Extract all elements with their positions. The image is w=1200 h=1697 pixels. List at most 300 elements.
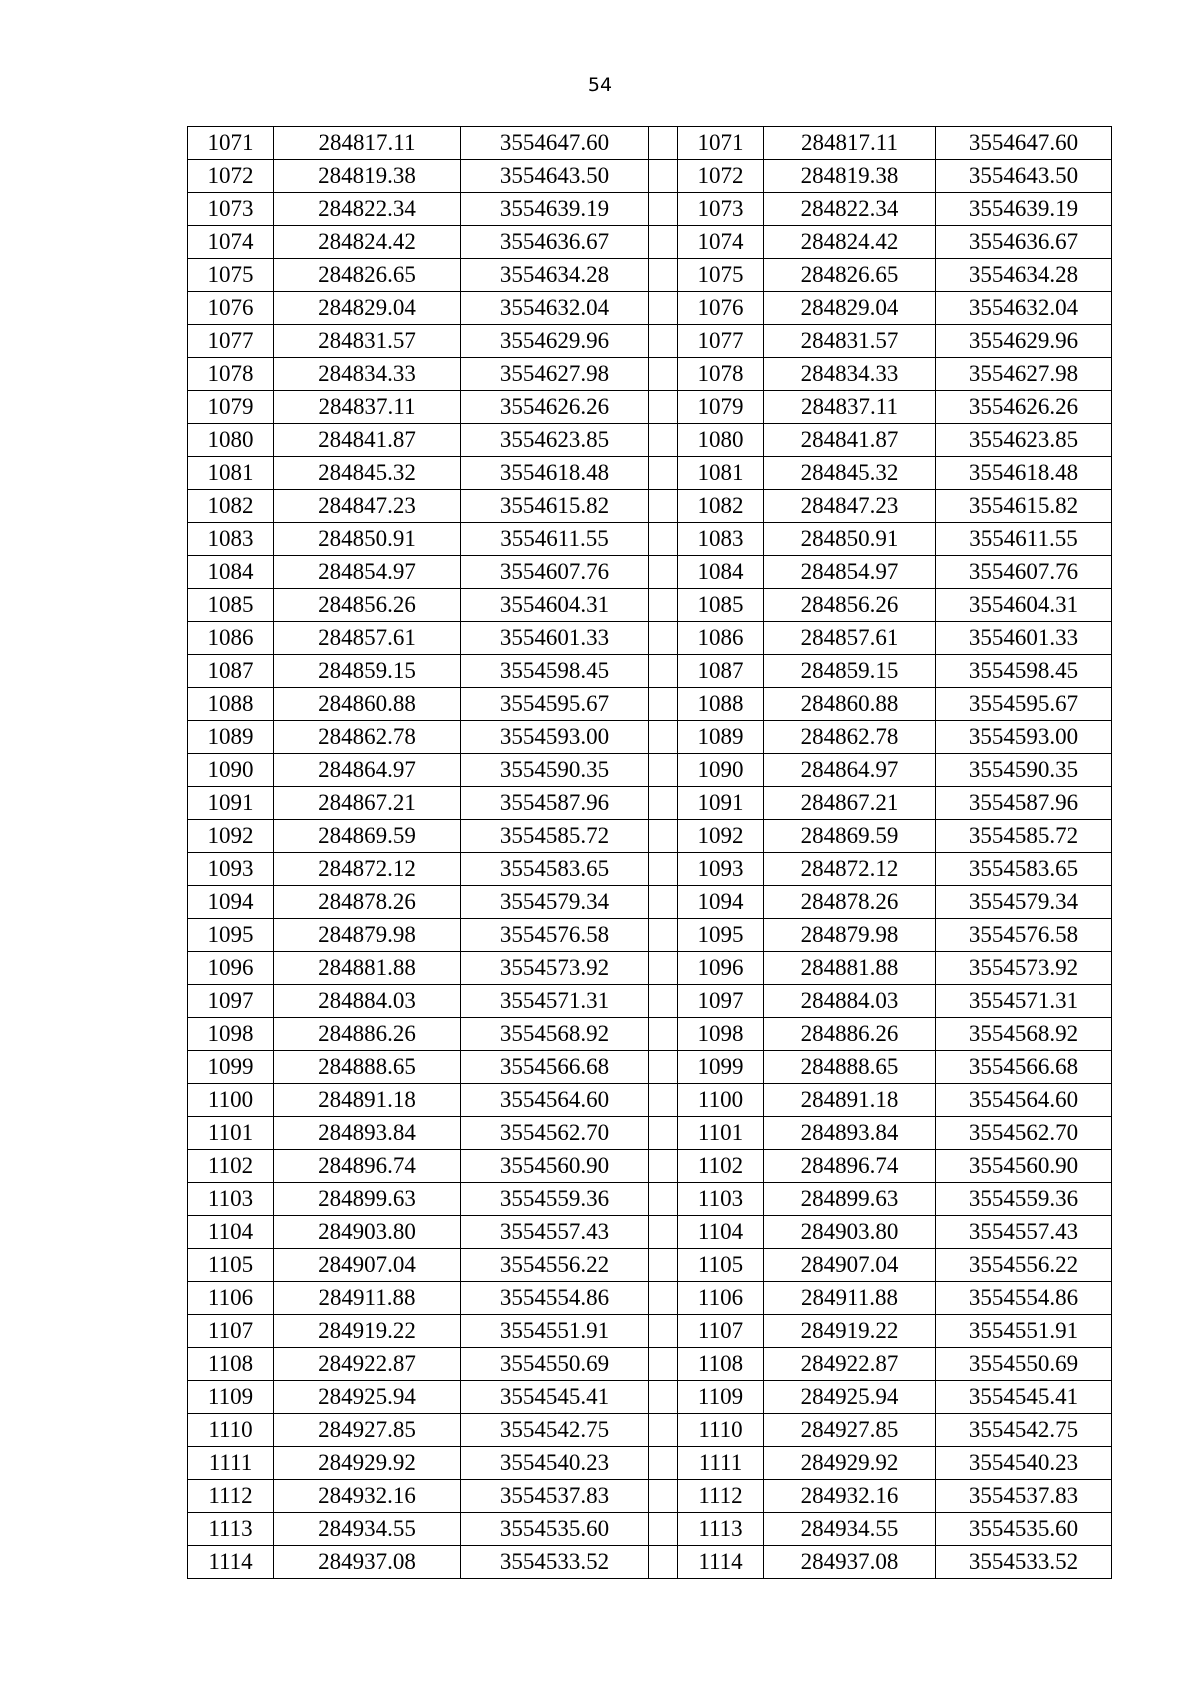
right-x-coordinate-cell: 284829.04 xyxy=(764,292,936,325)
right-x-coordinate-cell: 284822.34 xyxy=(764,193,936,226)
right-x-coordinate-cell: 284856.26 xyxy=(764,589,936,622)
right-x-coordinate-cell: 284834.33 xyxy=(764,358,936,391)
left-y-coordinate-cell: 3554533.52 xyxy=(461,1546,649,1579)
right-x-coordinate-cell: 284911.88 xyxy=(764,1282,936,1315)
right-x-coordinate-cell: 284837.11 xyxy=(764,391,936,424)
left-point-id-cell: 1080 xyxy=(188,424,274,457)
left-x-coordinate-cell: 284881.88 xyxy=(274,952,461,985)
left-x-coordinate-cell: 284925.94 xyxy=(274,1381,461,1414)
left-point-id-cell: 1105 xyxy=(188,1249,274,1282)
right-point-id-cell: 1105 xyxy=(678,1249,764,1282)
right-x-coordinate-cell: 284862.78 xyxy=(764,721,936,754)
left-point-id-cell: 1106 xyxy=(188,1282,274,1315)
right-y-coordinate-cell: 3554533.52 xyxy=(936,1546,1112,1579)
left-x-coordinate-cell: 284907.04 xyxy=(274,1249,461,1282)
right-y-coordinate-cell: 3554623.85 xyxy=(936,424,1112,457)
left-x-coordinate-cell: 284856.26 xyxy=(274,589,461,622)
right-x-coordinate-cell: 284826.65 xyxy=(764,259,936,292)
left-y-coordinate-cell: 3554554.86 xyxy=(461,1282,649,1315)
table-row xyxy=(188,523,1112,556)
right-point-id-cell: 1075 xyxy=(678,259,764,292)
left-point-id-cell: 1100 xyxy=(188,1084,274,1117)
right-y-coordinate-cell: 3554643.50 xyxy=(936,160,1112,193)
right-x-coordinate-cell: 284899.63 xyxy=(764,1183,936,1216)
spacer-cell xyxy=(649,1216,678,1249)
right-point-id-cell: 1106 xyxy=(678,1282,764,1315)
left-point-id-cell: 1076 xyxy=(188,292,274,325)
right-point-id-cell: 1092 xyxy=(678,820,764,853)
left-x-coordinate-cell: 284878.26 xyxy=(274,886,461,919)
left-x-coordinate-cell: 284864.97 xyxy=(274,754,461,787)
spacer-cell xyxy=(649,457,678,490)
right-y-coordinate-cell: 3554566.68 xyxy=(936,1051,1112,1084)
left-point-id-cell: 1082 xyxy=(188,490,274,523)
left-y-coordinate-cell: 3554604.31 xyxy=(461,589,649,622)
left-x-coordinate-cell: 284937.08 xyxy=(274,1546,461,1579)
right-x-coordinate-cell: 284891.18 xyxy=(764,1084,936,1117)
table-row xyxy=(188,391,1112,424)
spacer-cell xyxy=(649,1381,678,1414)
right-x-coordinate-cell: 284872.12 xyxy=(764,853,936,886)
table-row xyxy=(188,1084,1112,1117)
right-point-id-cell: 1094 xyxy=(678,886,764,919)
left-point-id-cell: 1088 xyxy=(188,688,274,721)
left-y-coordinate-cell: 3554632.04 xyxy=(461,292,649,325)
left-point-id-cell: 1090 xyxy=(188,754,274,787)
right-y-coordinate-cell: 3554550.69 xyxy=(936,1348,1112,1381)
right-x-coordinate-cell: 284847.23 xyxy=(764,490,936,523)
left-y-coordinate-cell: 3554595.67 xyxy=(461,688,649,721)
table-row xyxy=(188,1117,1112,1150)
left-x-coordinate-cell: 284826.65 xyxy=(274,259,461,292)
right-point-id-cell: 1096 xyxy=(678,952,764,985)
left-x-coordinate-cell: 284845.32 xyxy=(274,457,461,490)
left-x-coordinate-cell: 284824.42 xyxy=(274,226,461,259)
right-point-id-cell: 1076 xyxy=(678,292,764,325)
table-row xyxy=(188,556,1112,589)
right-x-coordinate-cell: 284922.87 xyxy=(764,1348,936,1381)
right-x-coordinate-cell: 284919.22 xyxy=(764,1315,936,1348)
right-y-coordinate-cell: 3554576.58 xyxy=(936,919,1112,952)
left-y-coordinate-cell: 3554579.34 xyxy=(461,886,649,919)
table-row xyxy=(188,886,1112,919)
table-row xyxy=(188,292,1112,325)
table-row xyxy=(188,919,1112,952)
left-point-id-cell: 1085 xyxy=(188,589,274,622)
spacer-cell xyxy=(649,127,678,160)
right-y-coordinate-cell: 3554611.55 xyxy=(936,523,1112,556)
right-y-coordinate-cell: 3554634.28 xyxy=(936,259,1112,292)
spacer-cell xyxy=(649,721,678,754)
left-point-id-cell: 1078 xyxy=(188,358,274,391)
right-y-coordinate-cell: 3554545.41 xyxy=(936,1381,1112,1414)
coordinates-table-body xyxy=(188,127,1112,1579)
right-y-coordinate-cell: 3554540.23 xyxy=(936,1447,1112,1480)
right-point-id-cell: 1100 xyxy=(678,1084,764,1117)
left-x-coordinate-cell: 284879.98 xyxy=(274,919,461,952)
left-y-coordinate-cell: 3554562.70 xyxy=(461,1117,649,1150)
right-point-id-cell: 1082 xyxy=(678,490,764,523)
left-x-coordinate-cell: 284891.18 xyxy=(274,1084,461,1117)
spacer-cell xyxy=(649,391,678,424)
right-x-coordinate-cell: 284859.15 xyxy=(764,655,936,688)
right-y-coordinate-cell: 3554571.31 xyxy=(936,985,1112,1018)
table-row xyxy=(188,1414,1112,1447)
left-x-coordinate-cell: 284932.16 xyxy=(274,1480,461,1513)
spacer-cell xyxy=(649,226,678,259)
left-y-coordinate-cell: 3554566.68 xyxy=(461,1051,649,1084)
left-point-id-cell: 1073 xyxy=(188,193,274,226)
left-x-coordinate-cell: 284888.65 xyxy=(274,1051,461,1084)
right-x-coordinate-cell: 284879.98 xyxy=(764,919,936,952)
spacer-cell xyxy=(649,1051,678,1084)
left-y-coordinate-cell: 3554583.65 xyxy=(461,853,649,886)
right-point-id-cell: 1108 xyxy=(678,1348,764,1381)
right-point-id-cell: 1104 xyxy=(678,1216,764,1249)
left-y-coordinate-cell: 3554585.72 xyxy=(461,820,649,853)
right-x-coordinate-cell: 284824.42 xyxy=(764,226,936,259)
right-y-coordinate-cell: 3554618.48 xyxy=(936,457,1112,490)
right-y-coordinate-cell: 3554556.22 xyxy=(936,1249,1112,1282)
spacer-cell xyxy=(649,787,678,820)
spacer-cell xyxy=(649,853,678,886)
table-row xyxy=(188,259,1112,292)
right-y-coordinate-cell: 3554636.67 xyxy=(936,226,1112,259)
table-row xyxy=(188,490,1112,523)
right-x-coordinate-cell: 284867.21 xyxy=(764,787,936,820)
right-x-coordinate-cell: 284893.84 xyxy=(764,1117,936,1150)
spacer-cell xyxy=(649,1414,678,1447)
spacer-cell xyxy=(649,952,678,985)
spacer-cell xyxy=(649,523,678,556)
table-row xyxy=(188,688,1112,721)
left-x-coordinate-cell: 284899.63 xyxy=(274,1183,461,1216)
left-x-coordinate-cell: 284886.26 xyxy=(274,1018,461,1051)
left-point-id-cell: 1103 xyxy=(188,1183,274,1216)
spacer-cell xyxy=(649,325,678,358)
right-point-id-cell: 1091 xyxy=(678,787,764,820)
left-x-coordinate-cell: 284841.87 xyxy=(274,424,461,457)
left-point-id-cell: 1097 xyxy=(188,985,274,1018)
left-y-coordinate-cell: 3554556.22 xyxy=(461,1249,649,1282)
left-point-id-cell: 1104 xyxy=(188,1216,274,1249)
left-point-id-cell: 1094 xyxy=(188,886,274,919)
left-x-coordinate-cell: 284903.80 xyxy=(274,1216,461,1249)
right-y-coordinate-cell: 3554585.72 xyxy=(936,820,1112,853)
table-row xyxy=(188,853,1112,886)
right-y-coordinate-cell: 3554583.65 xyxy=(936,853,1112,886)
right-point-id-cell: 1088 xyxy=(678,688,764,721)
right-point-id-cell: 1077 xyxy=(678,325,764,358)
right-x-coordinate-cell: 284841.87 xyxy=(764,424,936,457)
right-x-coordinate-cell: 284929.92 xyxy=(764,1447,936,1480)
left-point-id-cell: 1107 xyxy=(188,1315,274,1348)
left-point-id-cell: 1113 xyxy=(188,1513,274,1546)
spacer-cell xyxy=(649,688,678,721)
right-y-coordinate-cell: 3554593.00 xyxy=(936,721,1112,754)
right-y-coordinate-cell: 3554601.33 xyxy=(936,622,1112,655)
left-x-coordinate-cell: 284857.61 xyxy=(274,622,461,655)
right-x-coordinate-cell: 284850.91 xyxy=(764,523,936,556)
left-x-coordinate-cell: 284847.23 xyxy=(274,490,461,523)
table-row xyxy=(188,622,1112,655)
spacer-cell xyxy=(649,820,678,853)
table-row xyxy=(188,1315,1112,1348)
right-point-id-cell: 1093 xyxy=(678,853,764,886)
spacer-cell xyxy=(649,160,678,193)
left-y-coordinate-cell: 3554615.82 xyxy=(461,490,649,523)
left-y-coordinate-cell: 3554611.55 xyxy=(461,523,649,556)
left-y-coordinate-cell: 3554551.91 xyxy=(461,1315,649,1348)
spacer-cell xyxy=(649,259,678,292)
left-point-id-cell: 1101 xyxy=(188,1117,274,1150)
right-y-coordinate-cell: 3554626.26 xyxy=(936,391,1112,424)
table-row xyxy=(188,952,1112,985)
right-y-coordinate-cell: 3554647.60 xyxy=(936,127,1112,160)
table-row xyxy=(188,424,1112,457)
left-point-id-cell: 1108 xyxy=(188,1348,274,1381)
left-point-id-cell: 1095 xyxy=(188,919,274,952)
left-x-coordinate-cell: 284911.88 xyxy=(274,1282,461,1315)
left-x-coordinate-cell: 284869.59 xyxy=(274,820,461,853)
left-x-coordinate-cell: 284817.11 xyxy=(274,127,461,160)
spacer-cell xyxy=(649,589,678,622)
right-point-id-cell: 1086 xyxy=(678,622,764,655)
right-x-coordinate-cell: 284831.57 xyxy=(764,325,936,358)
right-y-coordinate-cell: 3554590.35 xyxy=(936,754,1112,787)
right-y-coordinate-cell: 3554557.43 xyxy=(936,1216,1112,1249)
left-point-id-cell: 1091 xyxy=(188,787,274,820)
spacer-cell xyxy=(649,1546,678,1579)
right-y-coordinate-cell: 3554562.70 xyxy=(936,1117,1112,1150)
table-row xyxy=(188,1249,1112,1282)
right-y-coordinate-cell: 3554587.96 xyxy=(936,787,1112,820)
left-x-coordinate-cell: 284831.57 xyxy=(274,325,461,358)
table-row xyxy=(188,1018,1112,1051)
right-y-coordinate-cell: 3554639.19 xyxy=(936,193,1112,226)
spacer-cell xyxy=(649,1315,678,1348)
left-x-coordinate-cell: 284829.04 xyxy=(274,292,461,325)
left-point-id-cell: 1109 xyxy=(188,1381,274,1414)
right-y-coordinate-cell: 3554542.75 xyxy=(936,1414,1112,1447)
table-row xyxy=(188,160,1112,193)
left-x-coordinate-cell: 284896.74 xyxy=(274,1150,461,1183)
right-x-coordinate-cell: 284878.26 xyxy=(764,886,936,919)
spacer-cell xyxy=(649,985,678,1018)
right-point-id-cell: 1078 xyxy=(678,358,764,391)
table-row xyxy=(188,226,1112,259)
left-point-id-cell: 1102 xyxy=(188,1150,274,1183)
right-point-id-cell: 1085 xyxy=(678,589,764,622)
right-x-coordinate-cell: 284925.94 xyxy=(764,1381,936,1414)
left-y-coordinate-cell: 3554593.00 xyxy=(461,721,649,754)
right-y-coordinate-cell: 3554598.45 xyxy=(936,655,1112,688)
right-x-coordinate-cell: 284869.59 xyxy=(764,820,936,853)
right-y-coordinate-cell: 3554595.67 xyxy=(936,688,1112,721)
left-y-coordinate-cell: 3554626.26 xyxy=(461,391,649,424)
right-x-coordinate-cell: 284860.88 xyxy=(764,688,936,721)
right-y-coordinate-cell: 3554604.31 xyxy=(936,589,1112,622)
table-row xyxy=(188,127,1112,160)
right-y-coordinate-cell: 3554629.96 xyxy=(936,325,1112,358)
left-x-coordinate-cell: 284893.84 xyxy=(274,1117,461,1150)
left-point-id-cell: 1111 xyxy=(188,1447,274,1480)
table-row xyxy=(188,193,1112,226)
table-row xyxy=(188,985,1112,1018)
left-x-coordinate-cell: 284919.22 xyxy=(274,1315,461,1348)
table-row xyxy=(188,754,1112,787)
spacer-cell xyxy=(649,1150,678,1183)
right-point-id-cell: 1107 xyxy=(678,1315,764,1348)
right-point-id-cell: 1089 xyxy=(678,721,764,754)
spacer-cell xyxy=(649,556,678,589)
right-x-coordinate-cell: 284864.97 xyxy=(764,754,936,787)
left-y-coordinate-cell: 3554568.92 xyxy=(461,1018,649,1051)
left-x-coordinate-cell: 284934.55 xyxy=(274,1513,461,1546)
left-y-coordinate-cell: 3554587.96 xyxy=(461,787,649,820)
left-y-coordinate-cell: 3554607.76 xyxy=(461,556,649,589)
spacer-cell xyxy=(649,754,678,787)
spacer-cell xyxy=(649,358,678,391)
right-x-coordinate-cell: 284927.85 xyxy=(764,1414,936,1447)
right-x-coordinate-cell: 284888.65 xyxy=(764,1051,936,1084)
right-y-coordinate-cell: 3554615.82 xyxy=(936,490,1112,523)
left-x-coordinate-cell: 284884.03 xyxy=(274,985,461,1018)
right-y-coordinate-cell: 3554560.90 xyxy=(936,1150,1112,1183)
left-y-coordinate-cell: 3554629.96 xyxy=(461,325,649,358)
right-point-id-cell: 1097 xyxy=(678,985,764,1018)
left-y-coordinate-cell: 3554564.60 xyxy=(461,1084,649,1117)
left-y-coordinate-cell: 3554559.36 xyxy=(461,1183,649,1216)
right-point-id-cell: 1087 xyxy=(678,655,764,688)
left-point-id-cell: 1093 xyxy=(188,853,274,886)
spacer-cell xyxy=(649,1447,678,1480)
left-x-coordinate-cell: 284872.12 xyxy=(274,853,461,886)
table-row xyxy=(188,1480,1112,1513)
spacer-cell xyxy=(649,292,678,325)
left-x-coordinate-cell: 284819.38 xyxy=(274,160,461,193)
left-x-coordinate-cell: 284862.78 xyxy=(274,721,461,754)
left-point-id-cell: 1110 xyxy=(188,1414,274,1447)
right-point-id-cell: 1099 xyxy=(678,1051,764,1084)
table-row xyxy=(188,1150,1112,1183)
left-y-coordinate-cell: 3554540.23 xyxy=(461,1447,649,1480)
left-x-coordinate-cell: 284837.11 xyxy=(274,391,461,424)
left-y-coordinate-cell: 3554560.90 xyxy=(461,1150,649,1183)
left-point-id-cell: 1077 xyxy=(188,325,274,358)
table-row xyxy=(188,1216,1112,1249)
table-row xyxy=(188,1348,1112,1381)
right-point-id-cell: 1074 xyxy=(678,226,764,259)
table-row xyxy=(188,1183,1112,1216)
right-point-id-cell: 1079 xyxy=(678,391,764,424)
left-point-id-cell: 1098 xyxy=(188,1018,274,1051)
right-point-id-cell: 1109 xyxy=(678,1381,764,1414)
left-x-coordinate-cell: 284854.97 xyxy=(274,556,461,589)
right-point-id-cell: 1083 xyxy=(678,523,764,556)
left-x-coordinate-cell: 284929.92 xyxy=(274,1447,461,1480)
right-x-coordinate-cell: 284817.11 xyxy=(764,127,936,160)
spacer-cell xyxy=(649,886,678,919)
table-row xyxy=(188,325,1112,358)
right-point-id-cell: 1084 xyxy=(678,556,764,589)
left-point-id-cell: 1071 xyxy=(188,127,274,160)
left-y-coordinate-cell: 3554557.43 xyxy=(461,1216,649,1249)
spacer-cell xyxy=(649,193,678,226)
left-y-coordinate-cell: 3554643.50 xyxy=(461,160,649,193)
right-x-coordinate-cell: 284896.74 xyxy=(764,1150,936,1183)
right-point-id-cell: 1073 xyxy=(678,193,764,226)
right-point-id-cell: 1101 xyxy=(678,1117,764,1150)
left-x-coordinate-cell: 284922.87 xyxy=(274,1348,461,1381)
right-point-id-cell: 1098 xyxy=(678,1018,764,1051)
table-row xyxy=(188,1282,1112,1315)
table-row xyxy=(188,787,1112,820)
spacer-cell xyxy=(649,1183,678,1216)
left-y-coordinate-cell: 3554627.98 xyxy=(461,358,649,391)
right-point-id-cell: 1102 xyxy=(678,1150,764,1183)
table-row xyxy=(188,1051,1112,1084)
left-point-id-cell: 1087 xyxy=(188,655,274,688)
table-row xyxy=(188,358,1112,391)
right-y-coordinate-cell: 3554607.76 xyxy=(936,556,1112,589)
left-point-id-cell: 1089 xyxy=(188,721,274,754)
left-y-coordinate-cell: 3554598.45 xyxy=(461,655,649,688)
left-y-coordinate-cell: 3554537.83 xyxy=(461,1480,649,1513)
left-point-id-cell: 1099 xyxy=(188,1051,274,1084)
right-point-id-cell: 1110 xyxy=(678,1414,764,1447)
right-x-coordinate-cell: 284819.38 xyxy=(764,160,936,193)
table-row xyxy=(188,721,1112,754)
spacer-cell xyxy=(649,490,678,523)
right-y-coordinate-cell: 3554573.92 xyxy=(936,952,1112,985)
left-y-coordinate-cell: 3554601.33 xyxy=(461,622,649,655)
left-x-coordinate-cell: 284867.21 xyxy=(274,787,461,820)
right-point-id-cell: 1095 xyxy=(678,919,764,952)
spacer-cell xyxy=(649,1513,678,1546)
spacer-cell xyxy=(649,1282,678,1315)
right-x-coordinate-cell: 284881.88 xyxy=(764,952,936,985)
left-x-coordinate-cell: 284859.15 xyxy=(274,655,461,688)
spacer-cell xyxy=(649,424,678,457)
right-y-coordinate-cell: 3554627.98 xyxy=(936,358,1112,391)
left-y-coordinate-cell: 3554618.48 xyxy=(461,457,649,490)
coordinates-table xyxy=(187,126,1112,1579)
right-point-id-cell: 1080 xyxy=(678,424,764,457)
spacer-cell xyxy=(649,1348,678,1381)
left-point-id-cell: 1092 xyxy=(188,820,274,853)
spacer-cell xyxy=(649,1018,678,1051)
left-y-coordinate-cell: 3554573.92 xyxy=(461,952,649,985)
left-point-id-cell: 1074 xyxy=(188,226,274,259)
left-point-id-cell: 1079 xyxy=(188,391,274,424)
table-row xyxy=(188,820,1112,853)
left-y-coordinate-cell: 3554590.35 xyxy=(461,754,649,787)
left-point-id-cell: 1084 xyxy=(188,556,274,589)
left-y-coordinate-cell: 3554550.69 xyxy=(461,1348,649,1381)
left-y-coordinate-cell: 3554535.60 xyxy=(461,1513,649,1546)
left-point-id-cell: 1112 xyxy=(188,1480,274,1513)
left-y-coordinate-cell: 3554636.67 xyxy=(461,226,649,259)
right-x-coordinate-cell: 284854.97 xyxy=(764,556,936,589)
right-point-id-cell: 1071 xyxy=(678,127,764,160)
table-row xyxy=(188,1513,1112,1546)
left-point-id-cell: 1072 xyxy=(188,160,274,193)
left-x-coordinate-cell: 284860.88 xyxy=(274,688,461,721)
right-point-id-cell: 1114 xyxy=(678,1546,764,1579)
left-x-coordinate-cell: 284850.91 xyxy=(274,523,461,556)
right-x-coordinate-cell: 284886.26 xyxy=(764,1018,936,1051)
